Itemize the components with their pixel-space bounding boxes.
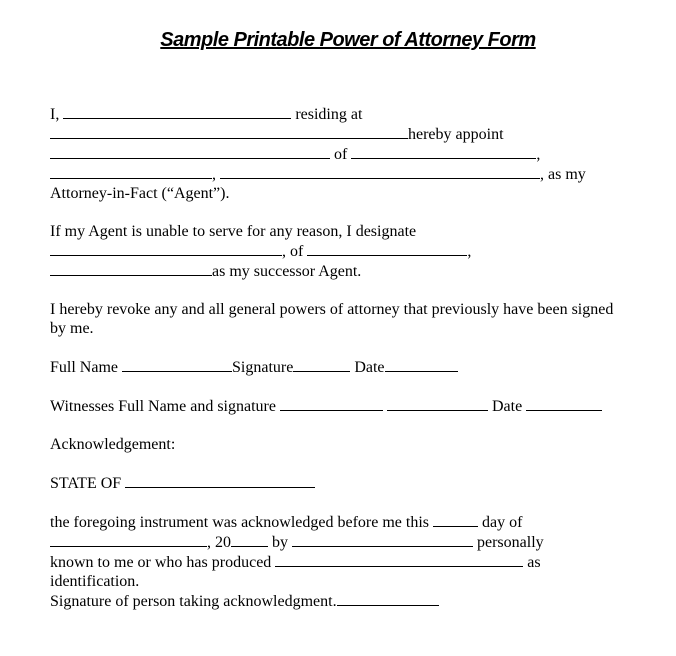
blank-field bbox=[50, 241, 282, 256]
blank-field bbox=[231, 532, 268, 547]
text-segment: , as my bbox=[540, 166, 586, 183]
blank-field bbox=[337, 591, 439, 606]
paragraph-state-of bbox=[50, 473, 646, 493]
text-segment: by me. bbox=[50, 320, 94, 337]
text-segment: If my Agent is unable to serve for any reason, I designate bbox=[50, 223, 417, 240]
blank-field bbox=[433, 512, 478, 527]
blank-field bbox=[50, 144, 330, 159]
text-segment: , 20 bbox=[207, 534, 231, 551]
paragraph-appointment bbox=[50, 104, 646, 203]
blank-field bbox=[122, 357, 232, 372]
blank-field bbox=[50, 164, 212, 179]
blank-field bbox=[50, 261, 212, 276]
blank-field bbox=[293, 357, 350, 372]
text-segment: identification. bbox=[50, 573, 140, 590]
text-segment: personally bbox=[473, 534, 544, 551]
blank-field bbox=[63, 104, 291, 119]
blank-field bbox=[275, 552, 523, 567]
paragraph-witnesses-line bbox=[50, 396, 646, 416]
paragraph-revocation bbox=[50, 300, 646, 338]
text-segment: hereby appoint bbox=[408, 126, 504, 143]
text-segment: STATE OF bbox=[50, 475, 126, 492]
text-segment: residing at bbox=[291, 106, 363, 123]
paragraph-acknowledgement-heading bbox=[50, 435, 646, 454]
text-segment: as my successor Agent. bbox=[212, 263, 362, 280]
blank-field bbox=[351, 144, 536, 159]
form-body bbox=[50, 104, 646, 611]
text-segment: Signature of person taking acknowledgment. bbox=[50, 593, 337, 610]
blank-field bbox=[220, 164, 540, 179]
text-segment: the foregoing instrument was acknowledged before me this bbox=[50, 514, 433, 531]
text-segment: Witnesses Full Name and signature bbox=[50, 398, 280, 415]
text-segment: , bbox=[467, 243, 472, 260]
blank-field bbox=[385, 357, 458, 372]
text-segment: day of bbox=[478, 514, 523, 531]
text-segment: Full Name bbox=[50, 359, 122, 376]
text-segment: as bbox=[523, 554, 541, 571]
page-title: Sample Printable Power of Attorney Form bbox=[160, 29, 536, 51]
paragraph-successor-agent bbox=[50, 222, 646, 281]
text-segment: , bbox=[212, 166, 220, 183]
blank-field bbox=[307, 241, 467, 256]
text-segment: Attorney-in-Fact (“Agent”). bbox=[50, 185, 230, 202]
blank-field bbox=[125, 473, 315, 488]
blank-field bbox=[50, 532, 207, 547]
blank-field bbox=[50, 124, 408, 139]
blank-field bbox=[292, 532, 473, 547]
blank-field bbox=[280, 396, 383, 411]
text-segment: I hereby revoke any and all general powers of attorney that previously have been signed bbox=[50, 301, 614, 318]
paragraph-notary-acknowledgment bbox=[50, 512, 646, 611]
text-segment: , bbox=[536, 146, 541, 163]
text-segment: Acknowledgement: bbox=[50, 436, 176, 453]
blank-field bbox=[526, 396, 602, 411]
text-segment: Date bbox=[487, 398, 527, 415]
text-segment: I, bbox=[50, 106, 64, 123]
text-segment: Date bbox=[350, 359, 385, 376]
text-segment: known to me or who has produced bbox=[50, 554, 276, 571]
text-segment: by bbox=[268, 534, 292, 551]
paragraph-signature-line bbox=[50, 357, 646, 377]
text-segment: Signature bbox=[232, 359, 294, 376]
text-segment: , of bbox=[282, 243, 308, 260]
blank-field bbox=[387, 396, 488, 411]
text-segment: of bbox=[330, 146, 352, 163]
